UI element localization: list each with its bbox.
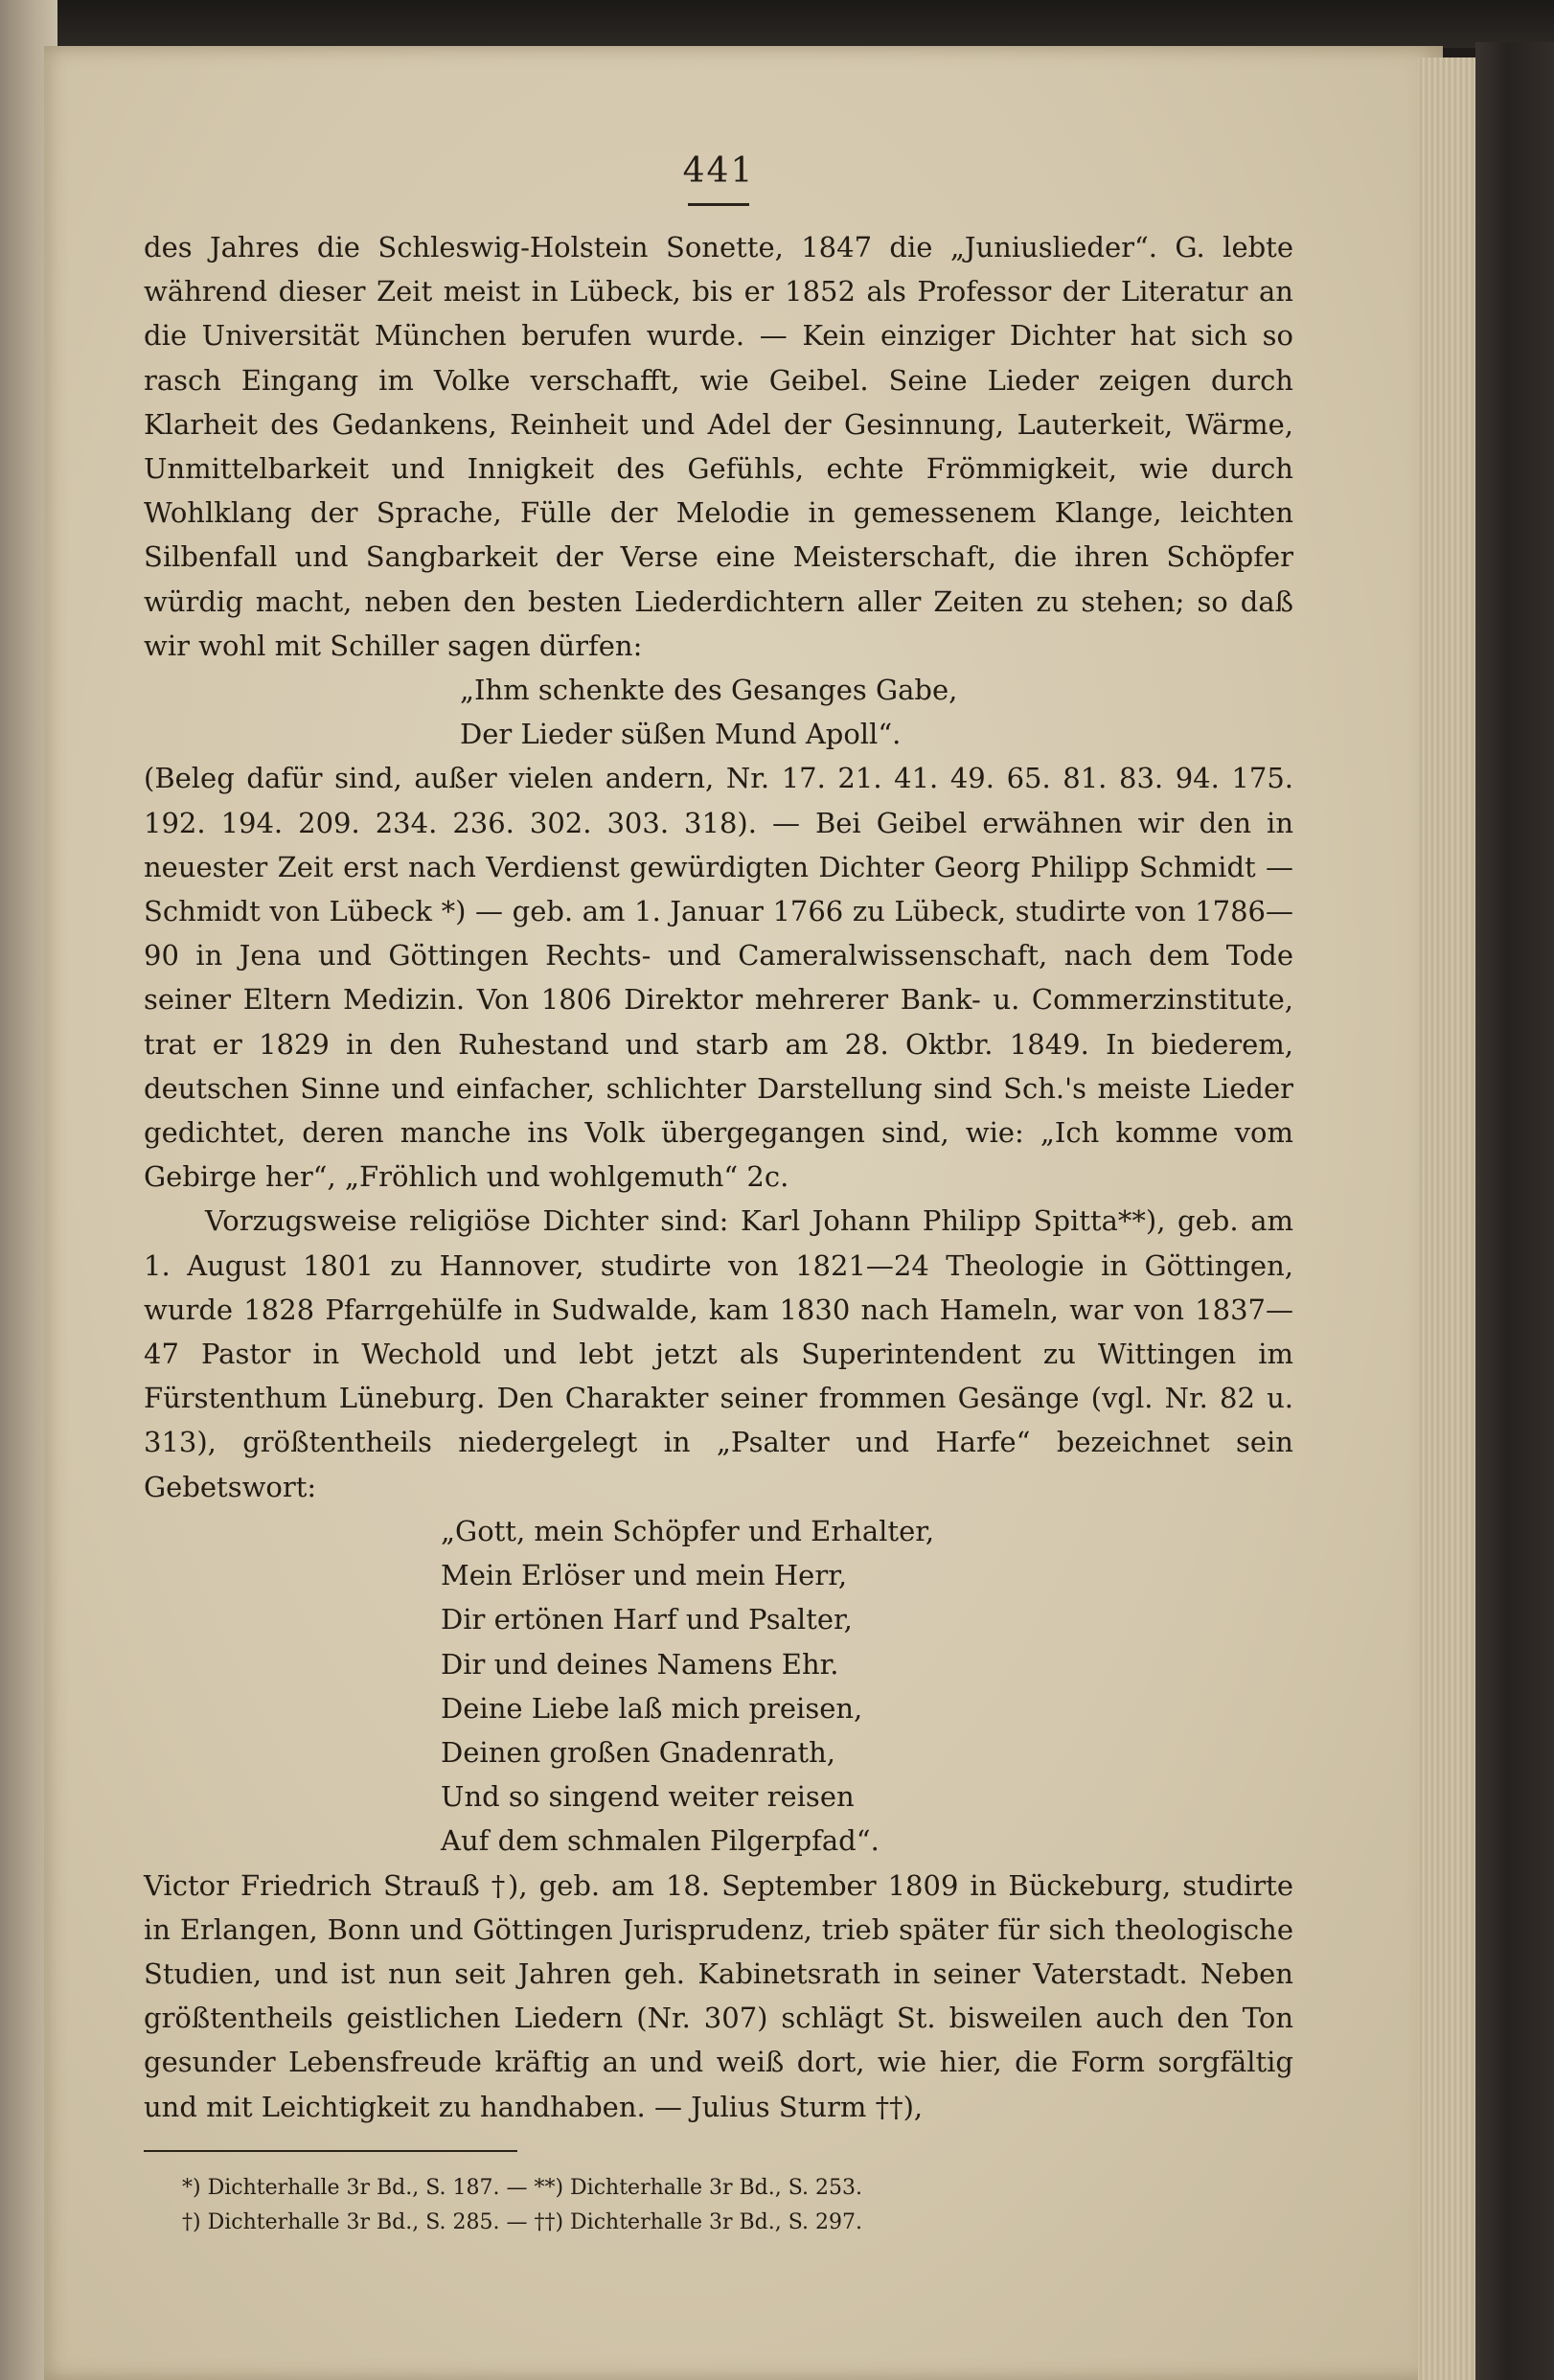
quote-line: Der Lieder süßen Mund Apoll“.	[460, 718, 902, 751]
quote-line: „Ihm schenkte des Gesanges Gabe,	[460, 674, 958, 707]
verse-line: Auf dem schmalen Pilgerpfad“.	[441, 1824, 880, 1858]
verse-line: Mein Erlöser und mein Herr,	[441, 1559, 848, 1592]
scan-background-top	[0, 0, 1554, 48]
verse-line: Deinen großen Gnadenrath,	[441, 1735, 835, 1769]
verse-line: Dir ertönen Harf und Psalter,	[441, 1603, 853, 1636]
paragraph-schmidt: (Beleg dafür sind, außer vielen andern, Nr. 17. 21. 41. 49. 65. 81. 83. 94. 175. 192. 194. 209. 234. 236. 302. 303. 318). — Bei Geibel erwähnen wir den in neuester Zeit erst nach Verdienst gewürdigten Dichter Georg Philipp Schmidt — Schmidt von Lübeck *) — geb. am 1. Januar 1766 zu Lübeck, studirte von 1786—90 in Jena und Göttingen Rechts- und Cameralwissenschaft, nach dem Tode seiner Eltern Medizin. Von 1806 Direktor mehrerer Bank- u. Commerzinstitute, trat er 1829 in den Ruhestand und starb am 28. Oktbr. 1849. In biederem, deutschen Sinne und einfacher, schlichter Darstellung sind Sch.'s meiste Lieder gedichtet, deren manche ins Volk übergegangen sind, wie: „Ich komme vom Gebirge her“, „Fröhlich und wohlgemuth“ 2c.	[144, 762, 1293, 1194]
verse-line: „Gott, mein Schöpfer und Erhalter,	[441, 1514, 935, 1547]
verse-line: Dir und deines Namens Ehr.	[441, 1647, 839, 1681]
paragraph-strauss: Victor Friedrich Strauß †), geb. am 18. September 1809 in Bückeburg, studirte in Erlangen, Bonn und Göttingen Jurisprudenz, trieb später für sich theologische Studien, und ist nun seit Jahren geh. Kabinetsrath in seiner Vaterstadt. Neben größtentheils geistlichen Liedern (Nr. 307) schlägt St. bisweilen auch den Ton gesunder Lebensfreude kräftig an und weiß dort, wie hier, die Form sorgfältig und mit Leichtigkeit zu handhaben. — Julius Sturm ††),	[144, 1868, 1293, 2123]
page-number: 441	[682, 151, 755, 191]
footnote-line: *) Dichterhalle 3r Bd., S. 187. — **) Dichterhalle 3r Bd., S. 253.	[182, 2175, 862, 2200]
verse-line: Deine Liebe laß mich preisen,	[441, 1691, 863, 1725]
footnote-line: †) Dichterhalle 3r Bd., S. 285. — ††) Dichterhalle 3r Bd., S. 297.	[182, 2209, 862, 2234]
book-cover-edge	[1475, 42, 1554, 2380]
spitta-verse	[441, 1509, 1293, 1864]
paragraph-geibel: des Jahres die Schleswig-Holstein Sonette, 1847 die „Juniuslieder“. G. lebte während dieser Zeit meist in Lübeck, bis er 1852 als Professor der Literatur an die Universität München berufen wurde. — Kein einziger Dichter hat sich so rasch Eingang im Volke verschafft, wie Geibel. Seine Lieder zeigen durch Klarheit des Gedankens, Reinheit und Adel der Gesinnung, Lauterkeit, Wärme, Unmittelbarkeit und Innigkeit des Gefühls, echte Frömmigkeit, wie durch Wohlklang der Sprache, Fülle der Melodie in gemessenem Klange, leichten Silbenfall und Sangbarkeit der Verse eine Meisterschaft, die ihren Schöpfer würdig macht, neben den besten Liederdichtern aller Zeiten zu stehen; so daß wir wohl mit Schiller sagen dürfen:	[144, 231, 1293, 662]
verse-line: Und so singend weiter reisen	[441, 1780, 855, 1814]
stacked-page-edges	[1418, 57, 1475, 2380]
paragraph-spitta: Vorzugsweise religiöse Dichter sind: Karl Johann Philipp Spitta**), geb. am 1. August 1801 zu Hannover, studirte von 1821—24 Theologie in Göttingen, wurde 1828 Pfarrgehülfe in Sudwalde, kam 1830 nach Hameln, war von 1837—47 Pastor in Wechold und lebt jetzt als Superintendent zu Wittingen im Fürstenthum Lüneburg. Den Charakter seiner frommen Gesänge (vgl. Nr. 82 u. 313), größtentheils niedergelegt in „Psalter und Harfe“ bezeichnet sein Gebetswort:	[144, 1204, 1293, 1503]
page-content	[144, 144, 1293, 2240]
header-rule	[688, 203, 749, 206]
schiller-quote	[460, 668, 1293, 756]
footnote-rule	[144, 2150, 517, 2152]
